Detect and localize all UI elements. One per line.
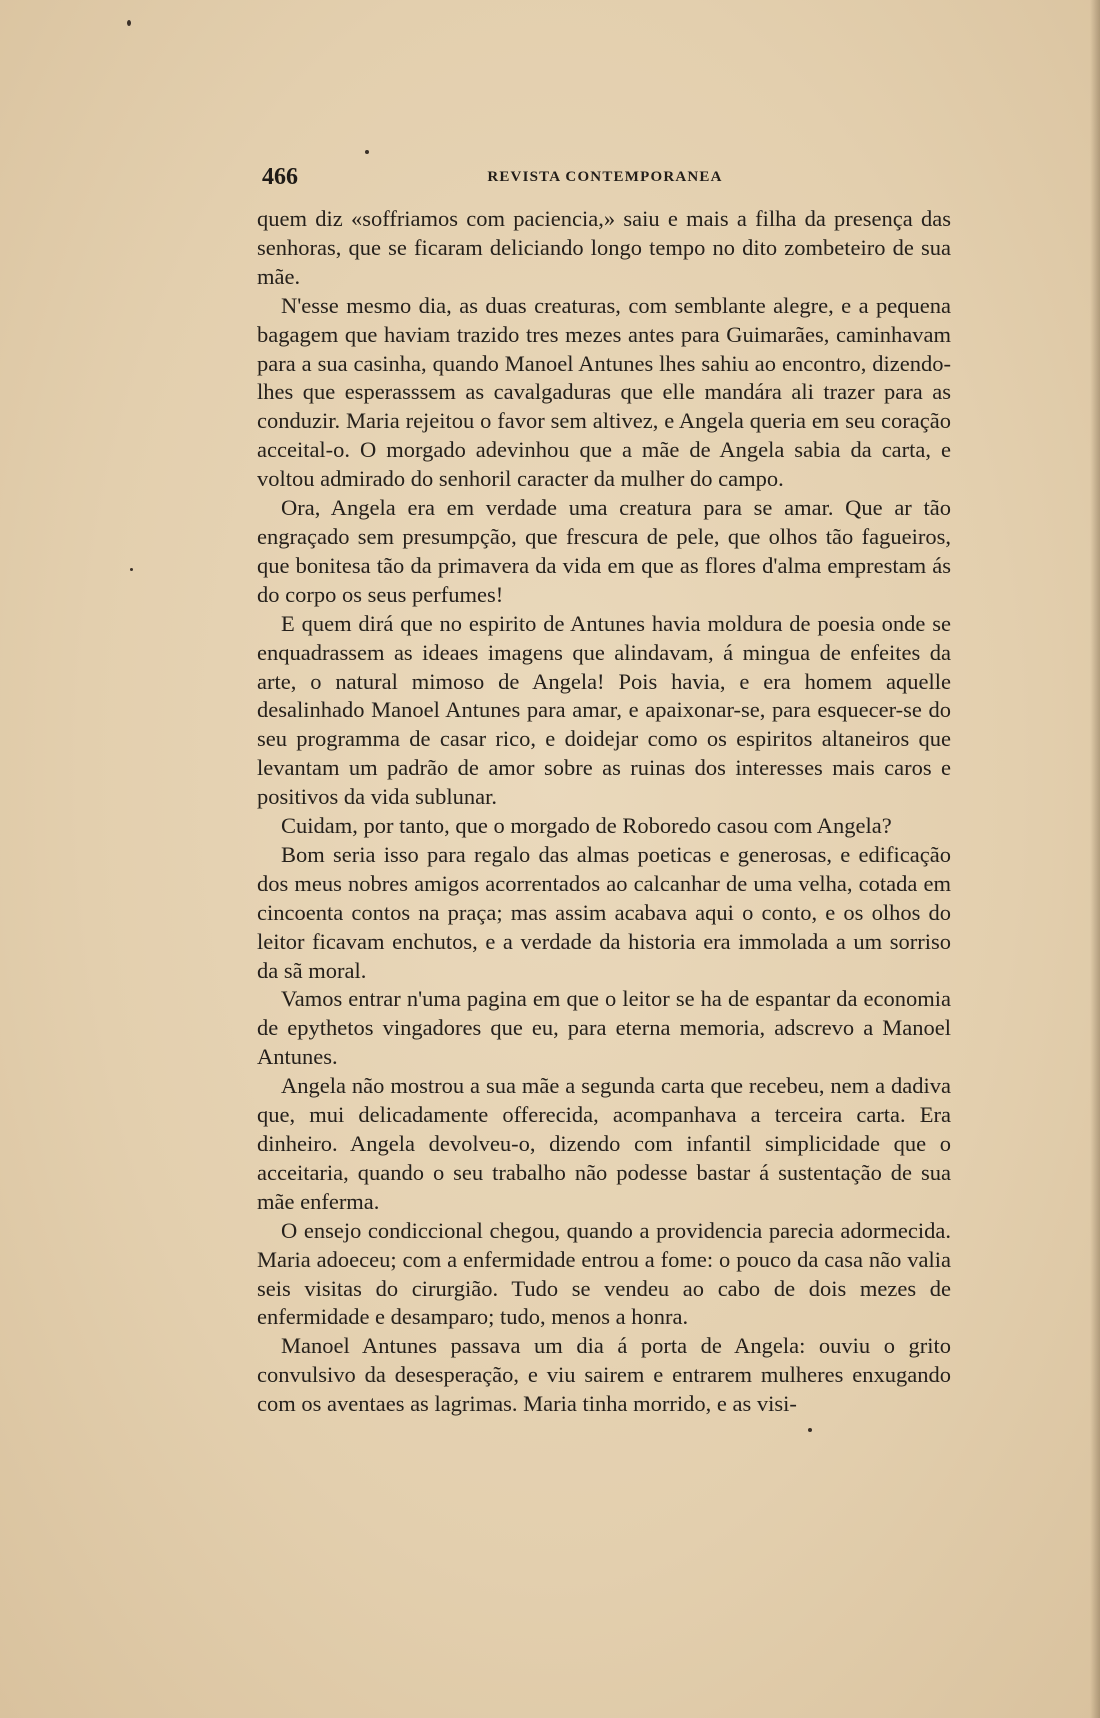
paragraph: E quem dirá que no espirito de Antunes havia moldura de poesia onde se enquadrassem as ideaes imagens que alindavam, á mingua de enfeites da arte, o natural mimoso de Angela! Pois havia, e era homem aquelle desalinhado Manoel Antunes para amar, e apaixonar-se, para esquecer-se do seu programma de casar rico, e doidejar como os espiritos altaneiros que levantam um padrão de amor sobre as ruinas dos interesses mais caros e positivos da vida sublunar. bbox=[257, 610, 951, 810]
ink-speck bbox=[130, 568, 133, 571]
page-header bbox=[262, 164, 948, 194]
paragraph: Manoel Antunes passava um dia á porta de Angela: ouviu o grito convulsivo da desesperação, e viu sairem e entrarem mulheres enxugando com os aventaes as lagrimas. Maria tinha morrido, e as visi- bbox=[257, 1333, 951, 1417]
paragraph: Cuidam, por tanto, que o morgado de Roboredo casou com Angela? bbox=[281, 813, 892, 839]
paragraph: Vamos entrar n'uma pagina em que o leitor se ha de espantar da economia de epythetos vingadores que eu, para eterna memoria, adscrevo a Manoel Antunes. bbox=[257, 986, 951, 1070]
ink-speck bbox=[365, 150, 369, 154]
paragraph: N'esse mesmo dia, as duas creaturas, com semblante alegre, e a pequena bagagem que haviam trazido tres mezes antes para Guimarães, caminhavam para a sua casinha, quando Manoel Antunes lhes sahiu ao encontro, dizendo-lhes que esperasssem as cavalgaduras que elle mandára ali trazer para as conduzir. Maria rejeitou o favor sem altivez, e Angela queria em seu coração acceital-o. O morgado adevinhou que a mãe de Angela sabia da carta, e voltou admirado do senhoril caracter da mulher do campo. bbox=[257, 292, 951, 492]
text-body bbox=[257, 205, 951, 1419]
paragraph: Ora, Angela era em verdade uma creatura para se amar. Que ar tão engraçado sem presumpção, que frescura de pele, que olhos tão fagueiros, que bonitesa tão da primavera da vida em que as flores d'alma emprestam ás do corpo os seus perfumes! bbox=[257, 495, 951, 607]
paragraph: Bom seria isso para regalo das almas poeticas e generosas, e edificação dos meus nobres amigos acorrentados ao calcanhar de uma velha, cotada em cincoenta contos na praça; mas assim acabava aqui o conto, e os olhos do leitor ficavam enchutos, e a verdade da historia era immolada a um sorriso da sã moral. bbox=[257, 841, 951, 983]
paragraph: Angela não mostrou a sua mãe a segunda carta que recebeu, nem a dadiva que, mui delicadamente offerecida, acompanhava a terceira carta. Era dinheiro. Angela devolveu-o, dizendo com infantil simplicidade que o acceitaria, quando o seu trabalho não podesse bastar á sustentação de sua mãe enferma. bbox=[257, 1073, 951, 1214]
ink-speck bbox=[808, 1428, 812, 1432]
page-number: 466 bbox=[262, 164, 298, 190]
paragraph: quem diz «soffriamos com paciencia,» saiu e mais a filha da presença das senhoras, que se ficaram deliciando longo tempo no dito zombeteiro de sua mãe. bbox=[257, 206, 951, 289]
paragraph: O ensejo condiccional chegou, quando a providencia parecia adormecida. Maria adoeceu; com a enfermidade entrou a fome: o pouco da casa não valia seis visitas do cirurgião. Tudo se vendeu ao cabo de dois mezes de enfermidade e desamparo; tudo, menos a honra. bbox=[257, 1217, 951, 1330]
ink-speck bbox=[127, 20, 131, 26]
page-edge-shadow bbox=[1090, 0, 1100, 1718]
running-head: REVISTA CONTEMPORANEA bbox=[487, 169, 723, 185]
